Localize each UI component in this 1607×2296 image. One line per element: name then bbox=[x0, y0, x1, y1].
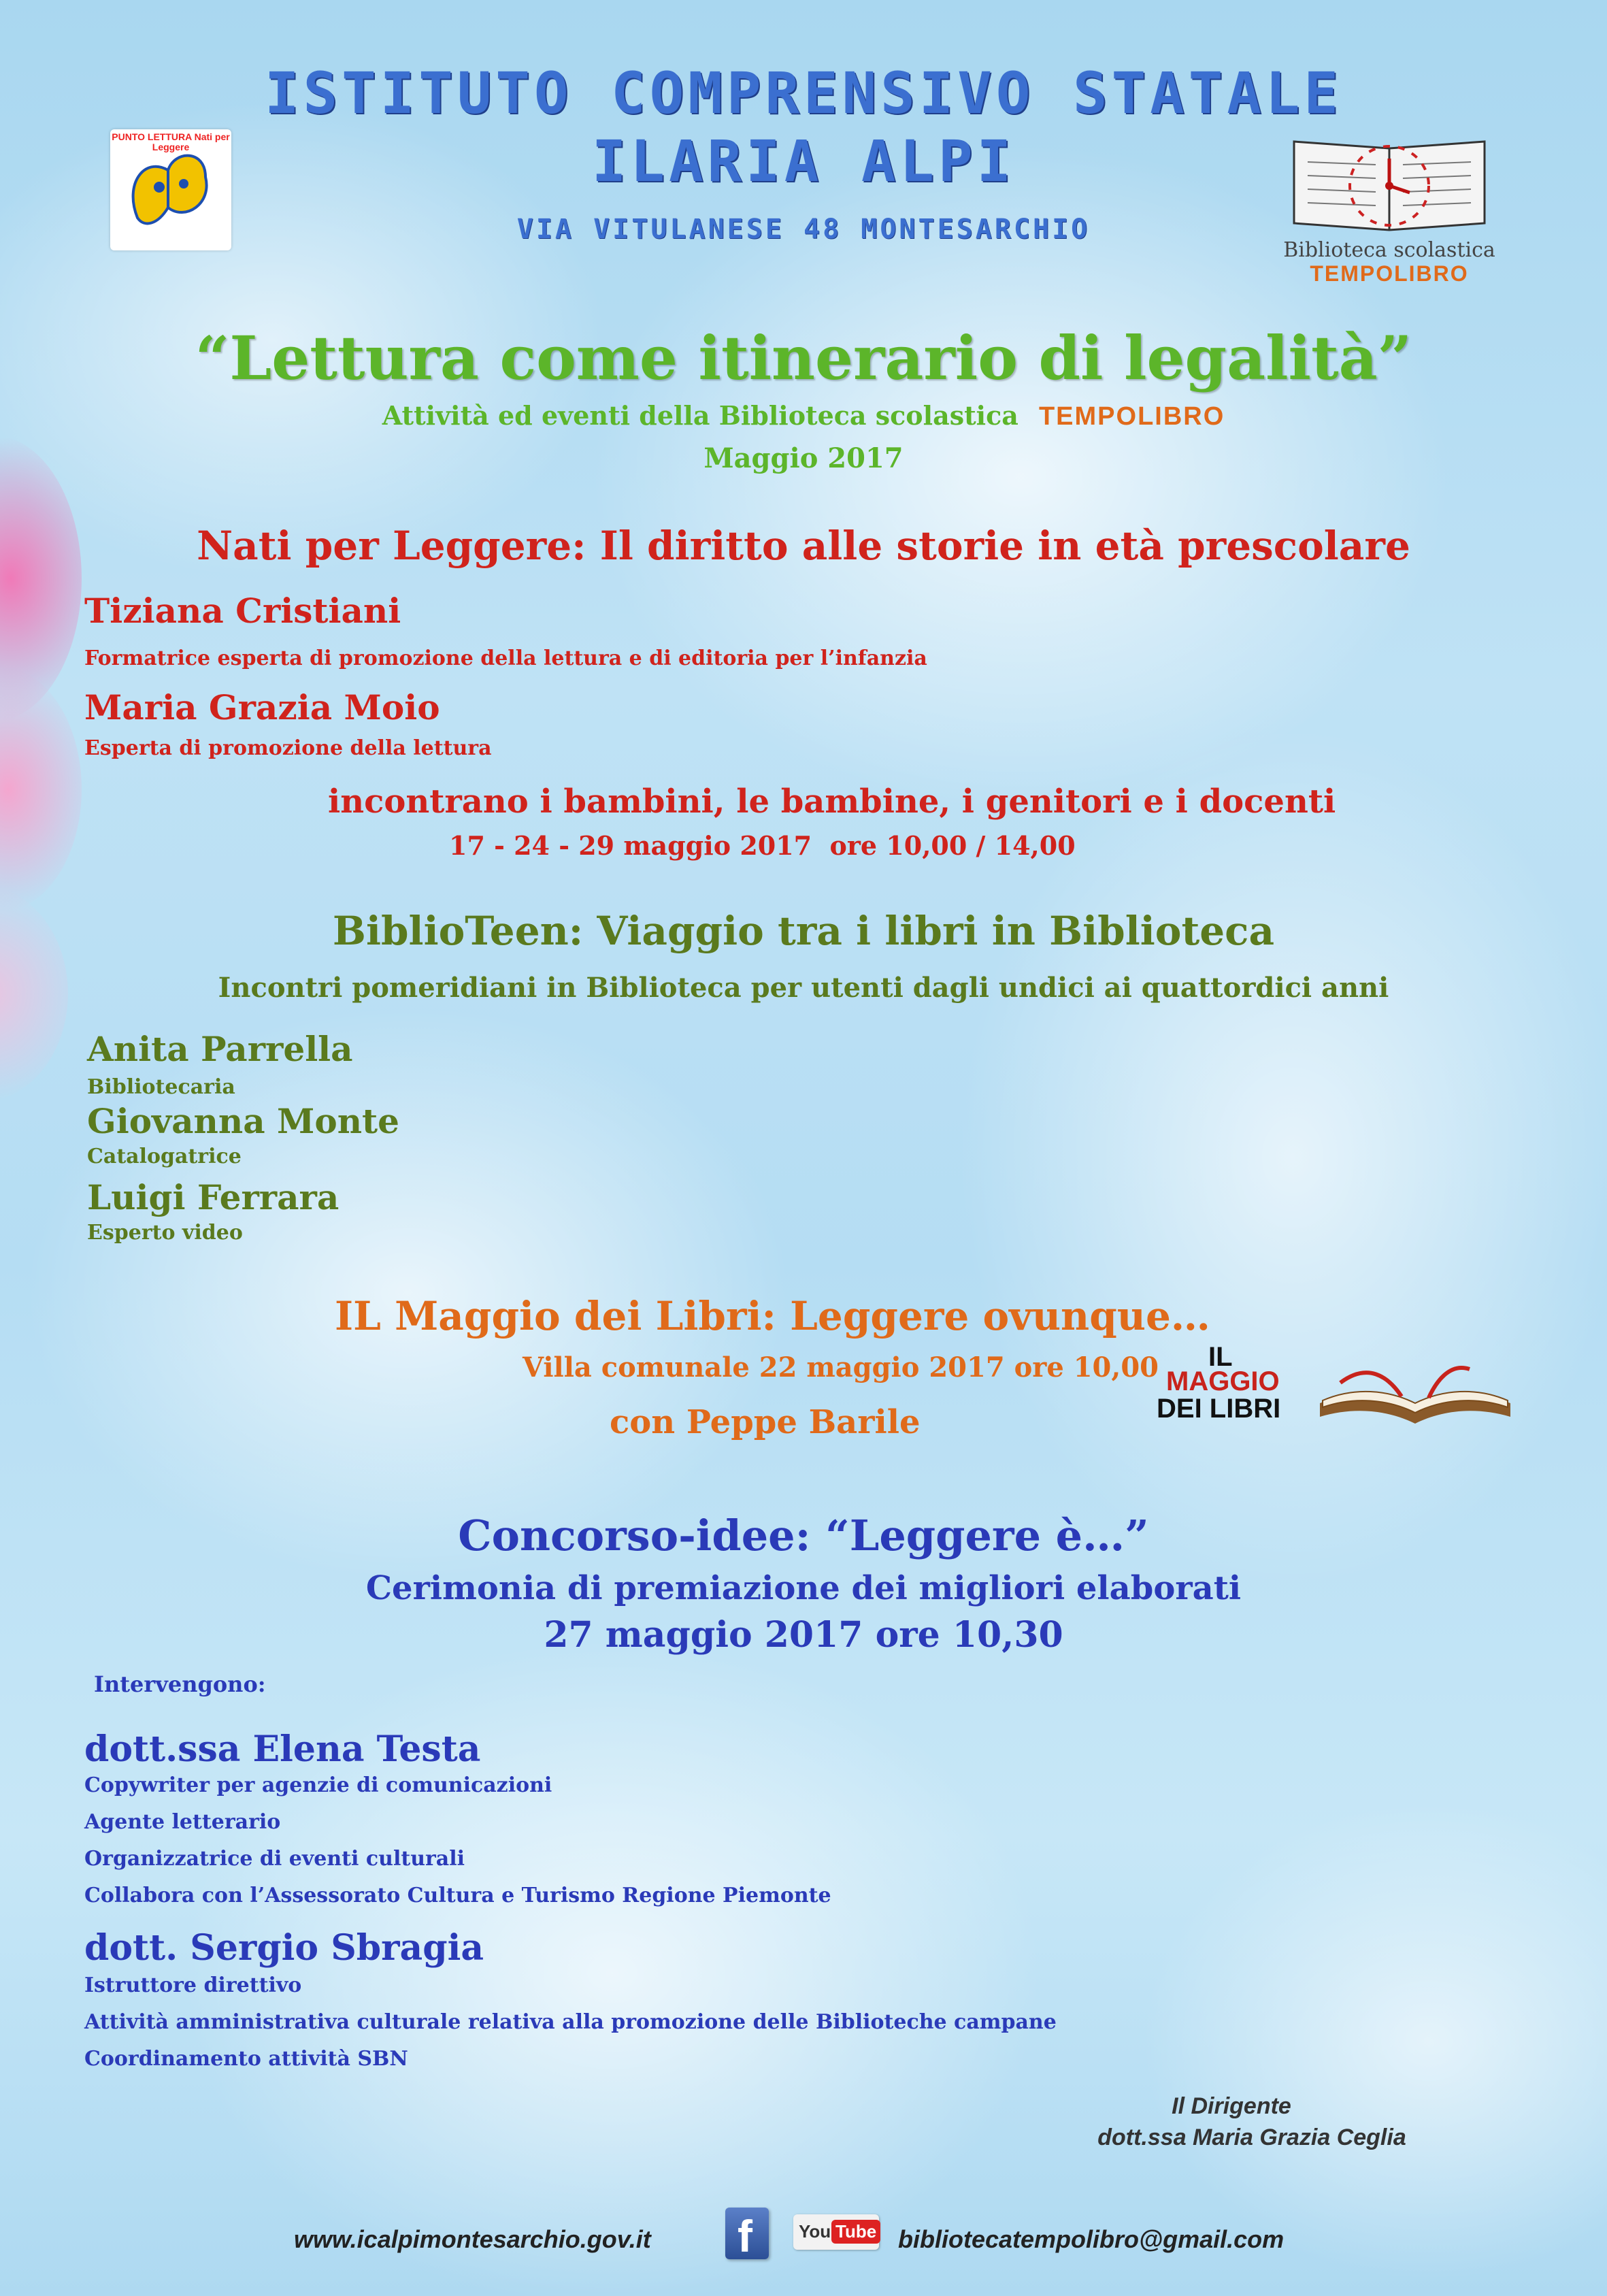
facebook-icon[interactable] bbox=[725, 2208, 769, 2259]
speaker-role: Attività amministrativa culturale relativa alla promozione delle Biblioteche campane bbox=[84, 2010, 1057, 2034]
subtitle-text: Attività ed eventi della Biblioteca scolastica bbox=[382, 400, 1018, 431]
school-name-line2: ILARIA ALPI bbox=[591, 128, 1016, 195]
npl-line1: incontrano i bambini, le bambine, i genitori e i docenti bbox=[328, 783, 1336, 821]
npl-line2: 17 - 24 - 29 maggio 2017 ore 10,00 / 14,00 bbox=[449, 830, 1076, 861]
logo-dei-libri: DEI LIBRI bbox=[1157, 1394, 1281, 1424]
speaker-name: dott.ssa Elena Testa bbox=[84, 1728, 481, 1770]
person-name: Anita Parrella bbox=[87, 1029, 353, 1069]
youtube-you: You bbox=[799, 2221, 831, 2242]
person-name: Maria Grazia Moio bbox=[84, 687, 440, 727]
intervengono-label: Intervengono: bbox=[94, 1671, 266, 1697]
concorso-heading: Concorso-idee: “Leggere è…” bbox=[458, 1511, 1149, 1560]
speaker-name: dott. Sergio Sbragia bbox=[84, 1927, 484, 1969]
signature-name: dott.ssa Maria Grazia Ceglia bbox=[1097, 2125, 1406, 2150]
speaker-role: Organizzatrice di eventi culturali bbox=[84, 1847, 465, 1871]
person-name: Luigi Ferrara bbox=[87, 1177, 339, 1217]
concorso-line1: Cerimonia di premiazione dei migliori elaborati bbox=[365, 1569, 1242, 1607]
maggio-dei-libri-logo[interactable] bbox=[1157, 1342, 1517, 1437]
maggio-line2: con Peppe Barile bbox=[610, 1403, 921, 1441]
right-logo-line2: TEMPOLIBRO bbox=[1310, 261, 1469, 286]
person-role: Esperta di promozione della lettura bbox=[84, 736, 492, 760]
subtitle-brand: TEMPOLIBRO bbox=[1038, 402, 1225, 431]
youtube-icon[interactable] bbox=[793, 2214, 879, 2250]
speaker-role: Agente letterario bbox=[84, 1810, 281, 1834]
speaker-role: Coordinamento attività SBN bbox=[84, 2047, 408, 2071]
open-book-icon bbox=[1313, 1356, 1517, 1430]
youtube-tube: Tube bbox=[831, 2220, 880, 2244]
biblioteen-heading: BiblioTeen: Viaggio tra i libri in Biblioteca bbox=[332, 908, 1275, 954]
maggio-heading: IL Maggio dei Libri: Leggere ovunque… bbox=[335, 1293, 1210, 1339]
npl-heading: Nati per Leggere: Il diritto alle storie in età prescolare bbox=[197, 523, 1410, 569]
school-name-line1: ISTITUTO COMPRENSIVO STATALE bbox=[264, 60, 1343, 127]
logo-il: IL bbox=[1208, 1342, 1233, 1372]
speaker-role: Collabora con l’Assessorato Cultura e Turismo Regione Piemonte bbox=[84, 1884, 831, 1907]
person-role: Bibliotecaria bbox=[87, 1075, 235, 1099]
speaker-role: Istruttore direttivo bbox=[84, 1973, 302, 1997]
logo-maggio: MAGGIO bbox=[1166, 1366, 1280, 1396]
school-address: VIA VITULANESE 48 MONTESARCHIO bbox=[516, 214, 1091, 245]
right-logo-line1: Biblioteca scolastica bbox=[1283, 238, 1495, 262]
left-logo-text: PUNTO LETTURA Nati per Leggere bbox=[112, 131, 230, 152]
person-role: Catalogatrice bbox=[87, 1145, 242, 1168]
person-name: Tiziana Cristiani bbox=[84, 591, 401, 631]
website-link[interactable]: www.icalpimontesarchio.gov.it bbox=[294, 2225, 651, 2253]
maggio-line1: Villa comunale 22 maggio 2017 ore 10,00 bbox=[523, 1351, 1159, 1383]
tempolibro-logo[interactable] bbox=[1267, 128, 1512, 291]
email-link[interactable]: bibliotecatempolibro@gmail.com bbox=[898, 2225, 1285, 2253]
clock-book-icon bbox=[1267, 128, 1512, 237]
speaker-role: Copywriter per agenzie di comunicazioni bbox=[84, 1773, 552, 1797]
pink-flower-decoration bbox=[0, 667, 82, 912]
title-date: Maggio 2017 bbox=[703, 442, 904, 474]
person-role: Formatrice esperta di promozione della lettura e di editoria per l’infanzia bbox=[84, 646, 927, 670]
signature-title: Il Dirigente bbox=[1172, 2093, 1291, 2119]
facebook-glyph: f bbox=[738, 2211, 752, 2261]
nati-per-leggere-logo[interactable] bbox=[110, 129, 231, 250]
biblioteen-subheading: Incontri pomeridiani in Biblioteca per utenti dagli undici ai quattordici anni bbox=[218, 972, 1389, 1004]
main-title: “Lettura come itinerario di legalità” bbox=[195, 323, 1412, 393]
subtitle-line bbox=[0, 400, 1607, 431]
person-name: Giovanna Monte bbox=[87, 1101, 399, 1141]
concorso-line2: 27 maggio 2017 ore 10,30 bbox=[544, 1614, 1063, 1656]
person-role: Esperto video bbox=[87, 1221, 243, 1245]
